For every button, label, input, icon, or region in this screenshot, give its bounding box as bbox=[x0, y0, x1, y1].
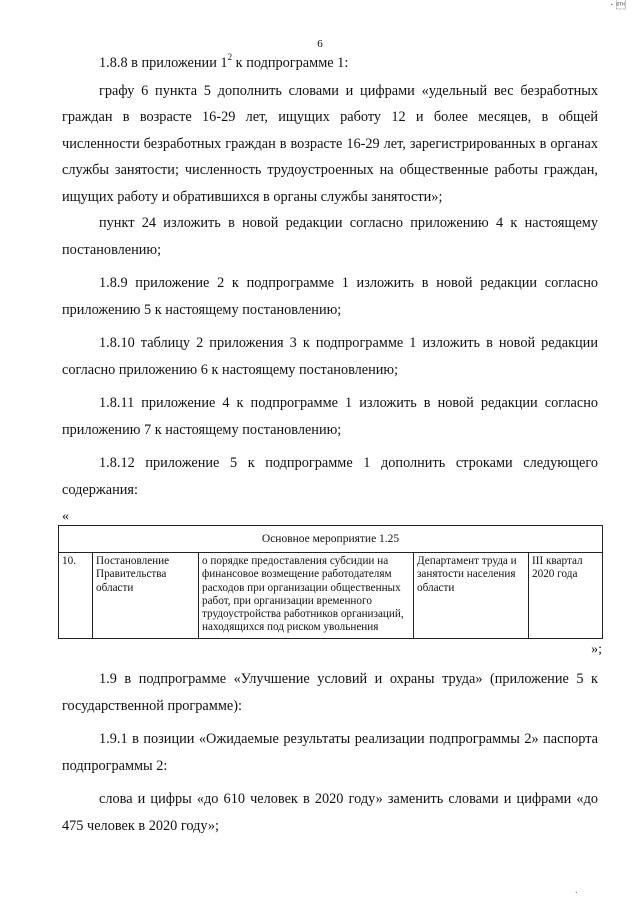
table-header-row bbox=[59, 526, 603, 553]
paragraph-1-9-1: 1.9.1 в позиции «Ожидаемые результаты реализации подпрограммы 2» паспорта подпрограммы 2: bbox=[62, 731, 598, 774]
corner-scan-mark: ·  bbox=[610, 0, 626, 11]
paragraph-1-8-10: 1.8.10 таблицу 2 приложения 3 к подпрограмме 1 изложить в новой редакции согласно приложению 6 к настоящему постановлению; bbox=[62, 335, 598, 378]
footer-scan-mark: · bbox=[574, 888, 578, 899]
page-number: 6 bbox=[317, 38, 323, 50]
measures-table bbox=[58, 525, 603, 639]
paragraph-replace-words: слова и цифры «до 610 человек в 2020 году» заменить словами и цифрами «до 475 человек в 2020 году»; bbox=[62, 791, 598, 834]
table-section-header: Основное мероприятие 1.25 bbox=[59, 526, 603, 553]
document-body bbox=[62, 50, 602, 839]
paragraph-text: 1.8.8 в приложении 1 bbox=[99, 55, 228, 71]
cell-document: Постановление Правительства области bbox=[93, 553, 199, 639]
paragraph-1-9: 1.9 в подпрограмме «Улучшение условий и охраны труда» (приложение 5 к государственной программе): bbox=[62, 671, 598, 714]
paragraph-1-8-8 bbox=[62, 50, 598, 77]
paragraph-1-8-9: 1.8.9 приложение 2 к подпрограмме 1 изложить в новой редакции согласно приложению 5 к настоящему постановлению; bbox=[62, 275, 598, 318]
superscript: 2 bbox=[227, 52, 233, 63]
paragraph-item-24: пункт 24 изложить в новой редакции согласно приложению 4 к настоящему постановлению; bbox=[62, 215, 598, 258]
quote-open-mark: « bbox=[62, 509, 69, 524]
cell-executor: Департамент труда и занятости населения области bbox=[414, 553, 529, 639]
paragraph-column-6: графу 6 пункта 5 дополнить словами и цифрами «удельный вес безработных граждан в возрасте 16-29 лет, ищущих работу 12 и более месяцев, в общей численности безработных граждан в возрасте 16-29 лет, зарегистрированных в органах службы занятости; численность трудоустроенных на общественные работы граждан, ищущих работу и обратившихся в органы службы занятости»; bbox=[62, 82, 598, 205]
cell-number: 10. bbox=[59, 553, 93, 639]
quote-close-mark: »; bbox=[591, 642, 602, 658]
paragraph-1-8-12: 1.8.12 приложение 5 к подпрограмме 1 дополнить строками следующего содержания: bbox=[62, 455, 598, 498]
cell-term: III квартал 2020 года bbox=[529, 553, 603, 639]
table-row bbox=[59, 553, 603, 639]
cell-description: о порядке предоставления субсидии на финансовое возмещение работодателям расходов при организации общественных работ, при организации временного трудоустройства работников организаций, находящихся под риском увольнения bbox=[199, 553, 414, 639]
paragraph-1-8-11: 1.8.11 приложение 4 к подпрограмме 1 изложить в новой редакции согласно приложению 7 к настоящему постановлению; bbox=[62, 395, 598, 438]
paragraph-text: к подпрограмме 1: bbox=[232, 55, 349, 71]
